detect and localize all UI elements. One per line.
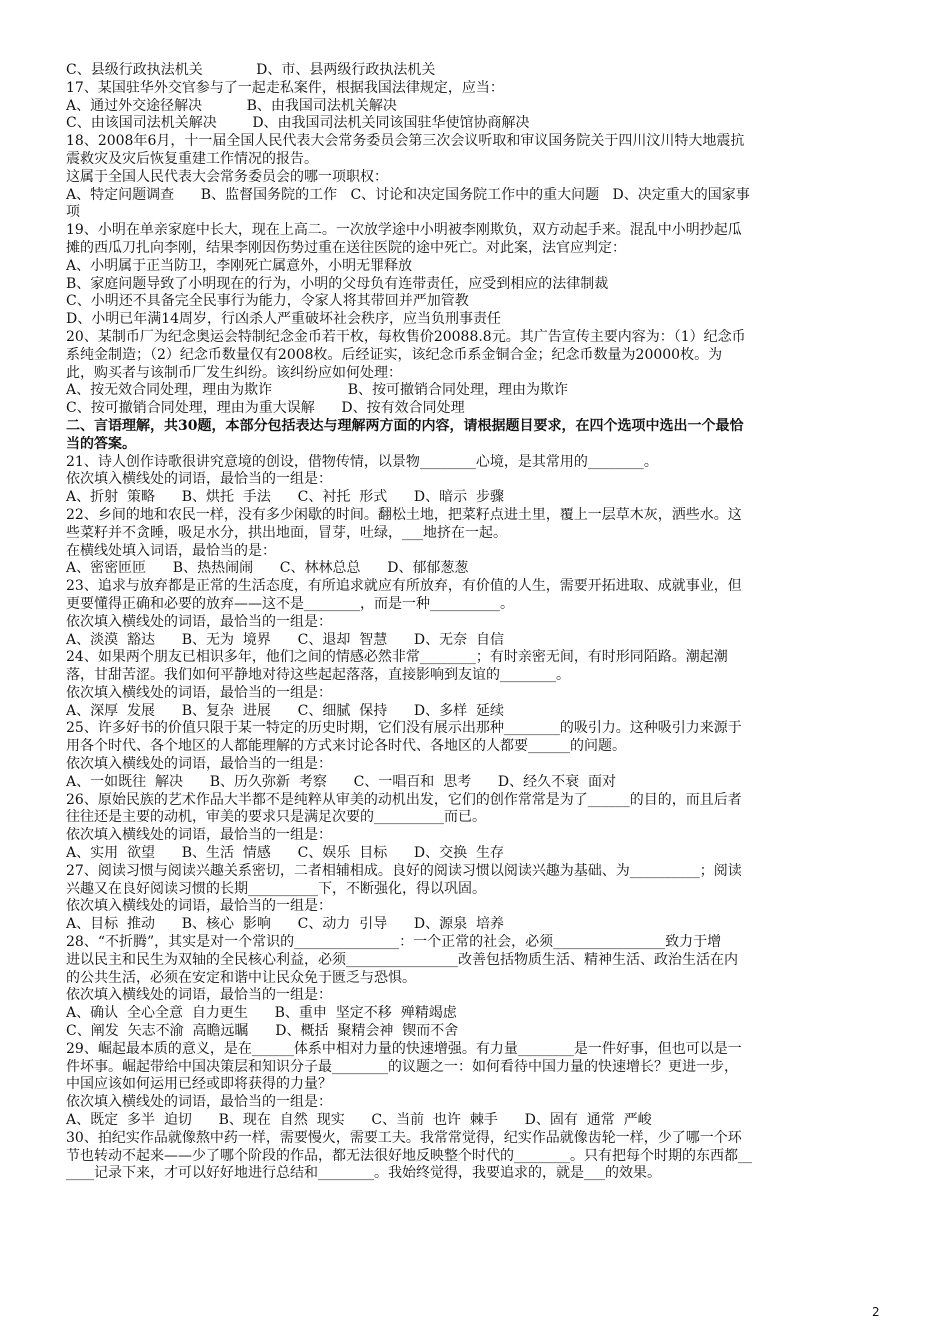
- text-line: A、小明属于正当防卫，李刚死亡属意外，小明无罪释放: [66, 257, 413, 274]
- text-line: B、家庭问题导致了小明现在的行为，小明的父母负有连带责任，应受到相应的法律制裁: [66, 275, 609, 292]
- text-line: D、小明已年满14周岁，行凶杀人严重破坏社会秩序，应当负刑事责任: [66, 311, 502, 328]
- text-line: 30、拍纪实作品就像熬中药一样，需要慢火，需要工夫。我常常觉得，纪实作品就像齿轮一样，少了哪一个环: [66, 1129, 742, 1146]
- text-line: 29、崛起最本质的意义，是在______体系中相对力量的快速增强。有力量________是一件好事，但也可以是一: [66, 1040, 742, 1057]
- text-line: 依次填入横线处的词语，最恰当的一组是：: [66, 613, 332, 630]
- text-line: 中国应该如何运用已经或即将获得的力量？: [66, 1076, 332, 1093]
- document-body: [66, 62, 882, 1183]
- text-line: A、一如既往 解决 B、历久弥新 考察 C、一唱百和 思考 D、经久不衰 面对: [66, 773, 617, 790]
- text-line: A、通过外交途径解决 B、由我国司法机关解决: [66, 97, 397, 114]
- text-line: 进以民主和民生为双轴的全民核心利益，必须________________改善包括物质生活、精神生活、政治生活在内: [66, 951, 738, 968]
- text-line: ____记录下来，才可以好好地进行总结和________。我始终觉得，我要追求的，就是___的效果。: [66, 1165, 661, 1182]
- text-line: C、县级行政执法机关 D、市、县两级行政执法机关: [66, 62, 436, 78]
- text-line: 24、如果两个朋友已相识多年，他们之间的情感必然非常________；有时亲密无间，有时形同陌路。潮起潮: [66, 649, 728, 666]
- text-line: C、小明还不具备完全民事行为能力，令家人将其带回并严加管教: [66, 293, 469, 310]
- text-line: 依次填入横线处的词语，最恰当的一组是：: [66, 756, 332, 773]
- text-line: C、由该国司法机关解决 D、由我国司法机关同该国驻华使馆协商解决: [66, 115, 530, 132]
- text-line: 25、许多好书的价值只限于某一特定的历史时期，它们没有展示出那种________的吸引力。这种吸引力来源于: [66, 720, 742, 737]
- text-line: 摊的西瓜刀扎向李刚，结果李刚因伤势过重在送往医院的途中死亡。对此案，法官应判定：: [66, 239, 626, 256]
- text-line: 21、诗人创作诗歌很讲究意境的创设，借物传情，以景物________心境，是其常用的________。: [66, 453, 658, 470]
- text-line: A、特定问题调查 B、监督国务院的工作 C、讨论和决定国务院工作中的重大问题 D、决定重大的国家事: [66, 186, 750, 203]
- section-heading-line: 二、言语理解，共30题，本部分包括表达与理解两方面的内容，请根据题目要求，在四个选项中选出一个最恰: [66, 417, 744, 434]
- text-line: 26、原始民族的艺术作品大半都不是纯粹从审美的动机出发，它们的创作常常是为了______的目的，而且后者: [66, 791, 742, 808]
- text-line: 依次填入横线处的词语，最恰当的一组是：: [66, 1094, 332, 1111]
- page-number: 2: [872, 1305, 880, 1319]
- text-line: 更要懂得正确和必要的放弃——这不是________，而是一种__________。: [66, 595, 514, 612]
- text-line: 23、追求与放弃都是正常的生活态度，有所追求就应有所放弃，有价值的人生，需要开拓进取、成就事业，但: [66, 578, 742, 595]
- text-line: A、深厚 发展 B、复杂 进展 C、细腻 保持 D、多样 延续: [66, 702, 505, 719]
- text-line: 18、2008年6月，十一届全国人民代表大会常务委员会第三次会议听取和审议国务院关于四川汶川特大地震抗: [66, 133, 745, 150]
- text-line: 往往还是主要的动机，审美的要求只是满足次要的__________而已。: [66, 809, 486, 826]
- text-line: A、实用 欲望 B、生活 情感 C、娱乐 目标 D、交换 生存: [66, 845, 505, 862]
- text-line: 的公共生活，必须在安定和谐中让民众免于匮乏与恐惧。: [66, 969, 416, 986]
- text-line: 22、乡间的地和农民一样，没有多少闲歇的时间。翻松土地，把菜籽点进土里，覆上一层草木灰，洒些水。这: [66, 506, 742, 523]
- text-line: A、既定 多半 迫切 B、现在 自然 现实 C、当前 也许 棘手 D、固有 通常 严峻: [66, 1112, 652, 1129]
- text-line: A、确认 全心全意 自力更生 B、重申 坚定不移 殚精竭虑: [66, 1005, 457, 1022]
- text-line: 17、某国驻华外交官参与了一起走私案件，根据我国法律规定，应当：: [66, 79, 504, 96]
- text-line: 依次填入横线处的词语，最恰当的一组是：: [66, 684, 332, 701]
- text-line: 节也转动不起来——少了哪个阶段的作品，都无法很好地反映整个时代的________。只有把每个时期的东西都__: [66, 1147, 752, 1164]
- text-line: 依次填入横线处的词语，最恰当的一组是：: [66, 898, 332, 915]
- text-line: 项: [66, 204, 80, 221]
- text-line: 20、某制币厂为纪念奥运会特制纪念金币若干枚，每枚售价20088.8元。其广告宣传主要内容为：（1）纪念币: [66, 328, 746, 345]
- text-line: 些菜籽并不贪睡，吸足水分，拱出地面，冒芽，吐绿，___地挤在一起。: [66, 524, 507, 541]
- text-line: 28、“不折腾”，其实是对一个常识的_______________：一个正常的社会，必须________________致力于增: [66, 934, 722, 951]
- text-line: 这属于全国人民代表大会常务委员会的哪一项职权：: [66, 168, 388, 185]
- section-heading-line: 当的答案。: [66, 435, 136, 452]
- text-line: A、目标 推动 B、核心 影响 C、动力 引导 D、源泉 培养: [66, 916, 505, 933]
- text-line: A、淡漠 豁达 B、无为 境界 C、退却 智慧 D、无奈 自信: [66, 631, 505, 648]
- text-line: 兴趣又在良好阅读习惯的长期__________下，不断强化，得以巩固。: [66, 880, 486, 897]
- text-line: A、折射 策略 B、烘托 手法 C、衬托 形式 D、暗示 步骤: [66, 489, 505, 506]
- text-line: 27、阅读习惯与阅读兴趣关系密切，二者相辅相成。良好的阅读习惯以阅读兴趣为基础、为__________；阅读: [66, 862, 742, 879]
- text-line: 19、小明在单亲家庭中长大，现在上高二。一次放学途中小明被李刚欺负，双方动起手来。混乱中小明抄起瓜: [66, 222, 742, 239]
- text-line: 在横线处填入词语，最恰当的是：: [66, 542, 276, 559]
- text-line: 依次填入横线处的词语，最恰当的一组是：: [66, 987, 332, 1004]
- text-line: 依次填入横线处的词语，最恰当的一组是：: [66, 471, 332, 488]
- text-line: 此，购买者与该制币厂发生纠纷。该纠纷应如何处理：: [66, 364, 402, 381]
- text-line: C、阐发 矢志不渝 高瞻远瞩 D、概括 聚精会神 锲而不舍: [66, 1023, 459, 1040]
- text-line: 系纯金制造；（2）纪念币数量仅有2008枚。后经证实，该纪念币系金铜合金；纪念币数量为20000枚。为: [66, 346, 723, 363]
- text-line: C、按可撤销合同处理，理由为重大误解 D、按有效合同处理: [66, 400, 465, 417]
- text-line: 件坏事。崛起带给中国决策层和知识分子最________的议题之一：如何看待中国力量的快速增长？更进一步，: [66, 1058, 738, 1075]
- text-line: A、按无效合同处理，理由为欺诈 B、按可撤销合同处理，理由为欺诈: [66, 382, 569, 399]
- text-line: 震救灾及灾后恢复重建工作情况的报告。: [66, 150, 318, 167]
- text-line: 用各个时代、各个地区的人都能理解的方式来讨论各时代、各地区的人都要______的问题。: [66, 738, 626, 755]
- text-line: 依次填入横线处的词语，最恰当的一组是：: [66, 827, 332, 844]
- text-line: A、密密匝匝 B、热热闹闹 C、林林总总 D、郁郁葱葱: [66, 560, 469, 577]
- text-line: 落，甘甜苦涩。我们如何平静地对待这些起起落落，直接影响到友谊的________。: [66, 667, 570, 684]
